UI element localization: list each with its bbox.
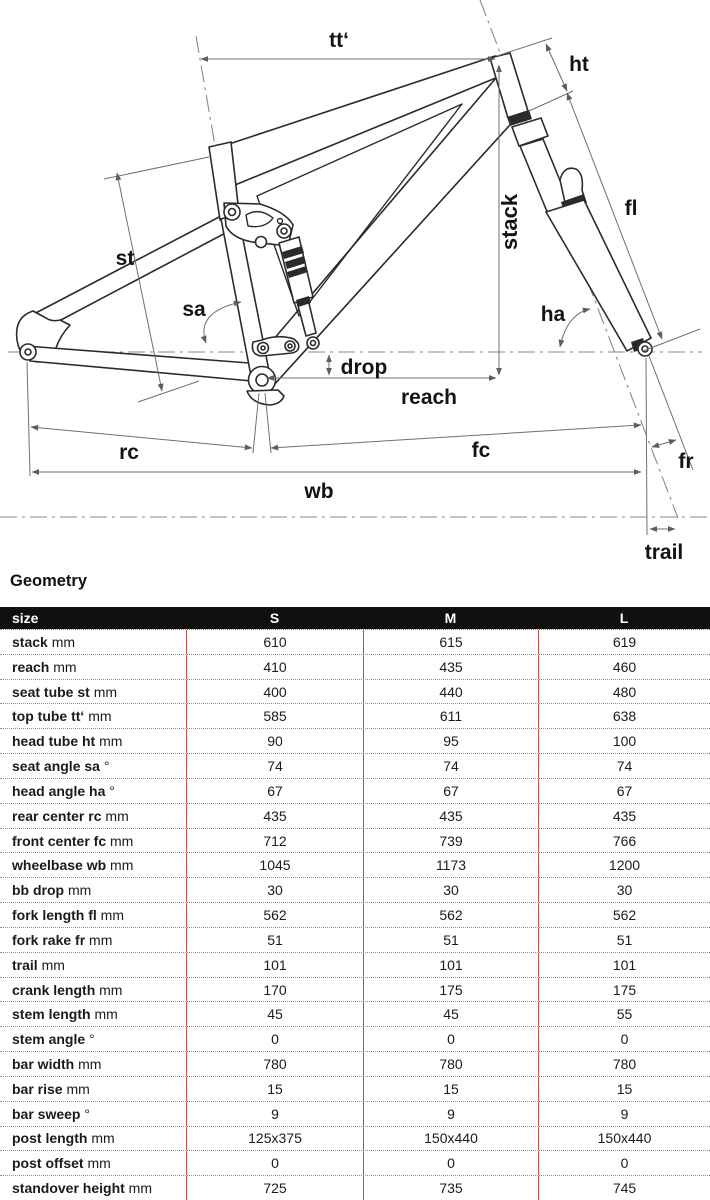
row-value: 0 xyxy=(186,1027,363,1051)
table-row xyxy=(0,977,710,1002)
row-label: post length mm xyxy=(12,1130,115,1147)
row-value: 435 xyxy=(363,655,538,679)
row-label: bb drop mm xyxy=(12,882,92,899)
table-title: Geometry xyxy=(10,572,88,590)
row-value: 15 xyxy=(363,1077,538,1101)
row-value: 712 xyxy=(186,829,363,853)
row-value: 101 xyxy=(538,953,710,977)
row-label: trail mm xyxy=(12,956,65,973)
row-value: 780 xyxy=(186,1052,363,1076)
row-value: 1173 xyxy=(363,853,538,877)
table-row xyxy=(0,803,710,828)
row-value: 766 xyxy=(538,829,710,853)
row-label: bar width mm xyxy=(12,1055,102,1072)
table-row xyxy=(0,1026,710,1051)
table-row xyxy=(0,1126,710,1151)
row-value: 74 xyxy=(538,754,710,778)
row-value: 562 xyxy=(363,903,538,927)
row-value: 15 xyxy=(538,1077,710,1101)
table-row xyxy=(0,629,710,654)
row-value: 9 xyxy=(186,1102,363,1126)
label-wheelbase: wb xyxy=(304,480,334,503)
label-stack: stack xyxy=(497,193,522,251)
row-value: 101 xyxy=(186,953,363,977)
row-value: 74 xyxy=(186,754,363,778)
row-value: 780 xyxy=(538,1052,710,1076)
header-size-m: M xyxy=(444,610,457,626)
row-value: 9 xyxy=(538,1102,710,1126)
row-value: 170 xyxy=(186,978,363,1002)
row-value: 74 xyxy=(363,754,538,778)
row-value: 15 xyxy=(186,1077,363,1101)
row-value: 440 xyxy=(363,680,538,704)
row-value: 30 xyxy=(538,878,710,902)
geometry-table xyxy=(0,607,710,1200)
row-value: 125x375 xyxy=(186,1127,363,1151)
label-head-tube: ht xyxy=(569,53,589,76)
row-value: 150x440 xyxy=(538,1127,710,1151)
row-label: seat angle sa ° xyxy=(12,758,110,775)
table-row xyxy=(0,952,710,977)
row-label: bar rise mm xyxy=(12,1080,90,1097)
row-value: 67 xyxy=(538,779,710,803)
row-label: head tube ht mm xyxy=(12,733,123,750)
row-label: fork length fl mm xyxy=(12,907,124,924)
label-head-angle: ha xyxy=(540,303,566,326)
row-value: 0 xyxy=(186,1151,363,1175)
label-seat-tube: st xyxy=(115,247,135,270)
row-label: post offset mm xyxy=(12,1155,111,1172)
row-value: 562 xyxy=(186,903,363,927)
row-value: 480 xyxy=(538,680,710,704)
row-value: 638 xyxy=(538,704,710,728)
table-row xyxy=(0,703,710,728)
row-value: 739 xyxy=(363,829,538,853)
row-value: 51 xyxy=(363,928,538,952)
table-row xyxy=(0,1150,710,1175)
row-value: 0 xyxy=(363,1027,538,1051)
table-row xyxy=(0,654,710,679)
label-bb-drop: drop xyxy=(340,356,388,379)
row-value: 51 xyxy=(538,928,710,952)
table-row xyxy=(0,1101,710,1126)
row-label: stem length mm xyxy=(12,1006,118,1023)
row-value: 460 xyxy=(538,655,710,679)
row-value: 1200 xyxy=(538,853,710,877)
row-value: 175 xyxy=(363,978,538,1002)
table-row xyxy=(0,828,710,853)
row-value: 780 xyxy=(363,1052,538,1076)
label-top-tube: tt‘ xyxy=(329,29,349,52)
row-value: 615 xyxy=(363,630,538,654)
header-size-l: L xyxy=(619,610,629,626)
row-value: 400 xyxy=(186,680,363,704)
table-row xyxy=(0,728,710,753)
table-body xyxy=(0,629,710,1200)
label-reach: reach xyxy=(400,386,458,409)
header-size: size xyxy=(12,610,39,626)
table-row xyxy=(0,927,710,952)
table-row xyxy=(0,1051,710,1076)
row-value: 51 xyxy=(186,928,363,952)
table-row xyxy=(0,902,710,927)
row-label: stack mm xyxy=(12,633,76,650)
row-label: fork rake fr mm xyxy=(12,931,113,948)
row-value: 101 xyxy=(363,953,538,977)
row-label: rear center rc mm xyxy=(12,807,129,824)
row-value: 67 xyxy=(363,779,538,803)
row-value: 9 xyxy=(363,1102,538,1126)
header-size-s: S xyxy=(269,610,280,626)
row-label: reach mm xyxy=(12,658,77,675)
table-row xyxy=(0,1076,710,1101)
row-value: 67 xyxy=(186,779,363,803)
table-row xyxy=(0,1175,710,1200)
label-trail: trail xyxy=(644,541,684,564)
row-label: front center fc mm xyxy=(12,832,134,849)
row-value: 610 xyxy=(186,630,363,654)
row-value: 435 xyxy=(186,804,363,828)
row-label: crank length mm xyxy=(12,981,123,998)
table-row xyxy=(0,1001,710,1026)
label-fork-length: fl xyxy=(624,197,638,220)
label-fork-rake: fr xyxy=(678,450,694,473)
row-value: 150x440 xyxy=(363,1127,538,1151)
row-label: stem angle ° xyxy=(12,1031,95,1048)
row-label: wheelbase wb mm xyxy=(12,857,134,874)
row-value: 45 xyxy=(186,1002,363,1026)
label-front-center: fc xyxy=(471,439,491,462)
row-value: 562 xyxy=(538,903,710,927)
row-value: 435 xyxy=(363,804,538,828)
row-value: 30 xyxy=(363,878,538,902)
table-row xyxy=(0,778,710,803)
row-value: 0 xyxy=(538,1027,710,1051)
row-label: seat tube st mm xyxy=(12,683,118,700)
row-value: 95 xyxy=(363,729,538,753)
row-value: 0 xyxy=(538,1151,710,1175)
table-header xyxy=(0,607,710,629)
label-rear-center: rc xyxy=(119,441,139,464)
row-value: 585 xyxy=(186,704,363,728)
row-value: 55 xyxy=(538,1002,710,1026)
row-value: 90 xyxy=(186,729,363,753)
row-value: 0 xyxy=(363,1151,538,1175)
table-row xyxy=(0,877,710,902)
row-value: 30 xyxy=(186,878,363,902)
row-label: bar sweep ° xyxy=(12,1105,90,1122)
row-value: 100 xyxy=(538,729,710,753)
table-row xyxy=(0,852,710,877)
row-value: 735 xyxy=(363,1176,538,1200)
row-value: 410 xyxy=(186,655,363,679)
table-row xyxy=(0,753,710,778)
row-value: 175 xyxy=(538,978,710,1002)
row-value: 725 xyxy=(186,1176,363,1200)
table-row xyxy=(0,679,710,704)
row-value: 619 xyxy=(538,630,710,654)
row-value: 745 xyxy=(538,1176,710,1200)
row-label: head angle ha ° xyxy=(12,782,115,799)
row-label: standover height mm xyxy=(12,1180,153,1197)
row-value: 435 xyxy=(538,804,710,828)
label-seat-angle: sa xyxy=(182,298,206,321)
row-value: 45 xyxy=(363,1002,538,1026)
bike-geometry-diagram xyxy=(0,0,710,566)
row-value: 1045 xyxy=(186,853,363,877)
row-label: top tube tt‘ mm xyxy=(12,708,112,725)
row-value: 611 xyxy=(363,704,538,728)
